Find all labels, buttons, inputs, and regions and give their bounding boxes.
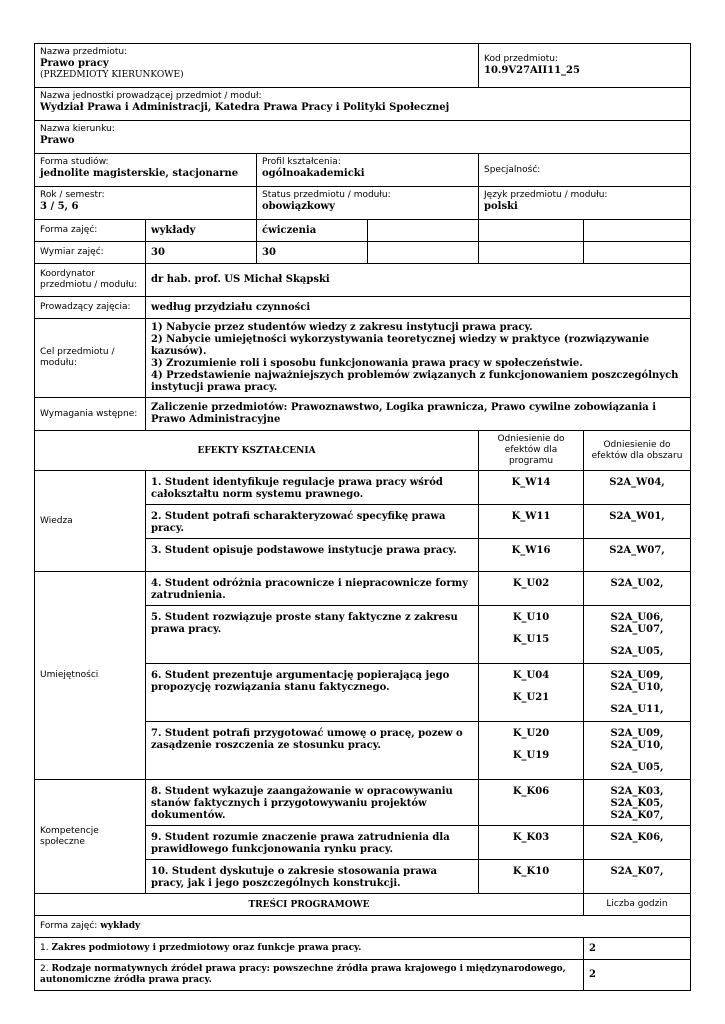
outcome-area-cell (584, 606, 691, 664)
outcome-area: S2A_K06, (584, 826, 691, 860)
study-form-cell (35, 154, 257, 187)
subject-name: Prawo pracy (40, 58, 109, 69)
program-item (35, 938, 584, 960)
class-form-empty-3 (584, 220, 691, 242)
outcome-program: K_U10 (512, 612, 550, 623)
outcomes-col-program: Odniesienie do efektów dla programu (479, 431, 584, 471)
subject-code-cell (479, 44, 691, 88)
outcome-text: 5. Student rozwiązuje proste stany faktyczne z zakresu prawa pracy. (146, 606, 479, 664)
group-name-knowledge: Wiedza (35, 471, 146, 572)
outcome-area: S2A_W07, (584, 539, 691, 572)
class-form-lecture: wykłady (146, 220, 257, 242)
specialty-label: Specjalność: (484, 164, 541, 175)
outcome-text: 3. Student opisuje podstawowe instytucje prawa pracy. (146, 539, 479, 572)
class-form-empty-1 (368, 220, 479, 242)
outcome-text: 4. Student odróżnia pracownicze i niepracownicze formy zatrudnienia. (146, 572, 479, 606)
syllabus-sheet (34, 43, 690, 991)
outcome-program: K_U15 (512, 634, 550, 645)
field-cell (35, 121, 691, 154)
outcome-program: K_W16 (479, 539, 584, 572)
outcome-area: S2A_W01, (584, 505, 691, 539)
unit-cell (35, 88, 691, 121)
outcome-area: S2A_K03, (610, 786, 664, 797)
outcome-area: S2A_K07, (584, 860, 691, 894)
goals-cell (146, 319, 691, 398)
outcome-program: K_U20 (512, 728, 550, 739)
outcomes-col-area: Odniesienie do efektów dla obszaru (584, 431, 691, 471)
outcome-program-cell (479, 722, 584, 780)
program-item-hours: 2 (584, 938, 691, 960)
status: obowiązkowy (262, 201, 335, 212)
outcome-area-cell (584, 722, 691, 780)
outcome-area: S2A_U09, (610, 670, 664, 681)
outcomes-table (34, 430, 691, 894)
subject-name-cell (35, 44, 479, 88)
program-item-num: 1. (40, 943, 49, 953)
outcome-area: S2A_U09, (610, 728, 664, 739)
program-form-label: Forma zajęć: (40, 921, 98, 931)
outcome-text: 10. Student dyskutuje o zakresie stosowania prawa pracy, jak i jego poszczególnych konstrukcji. (146, 860, 479, 894)
outcome-area-cell (584, 780, 691, 826)
teacher-label: Prowadzący zajęcia: (35, 297, 146, 319)
subject-name-label: Nazwa przedmiotu: (40, 47, 128, 57)
outcome-text: 1. Student identyfikuje regulacje prawa pracy wśród całokształtu norm systemu prawnego. (146, 471, 479, 505)
outcome-area: S2A_U02, (584, 572, 691, 606)
hours-lecture: 30 (146, 242, 257, 264)
subject-code-label: Kod przedmiotu: (484, 54, 558, 64)
teacher: według przydziału czynności (146, 297, 691, 319)
outcome-area: S2A_K07, (610, 810, 664, 821)
requirements: Zaliczenie przedmiotów: Prawoznawstwo, Logika prawnicza, Prawo cywilne zobowiązania i Prawo Administracyjne (146, 398, 691, 431)
goal-item: 1) Nabycie przez studentów wiedzy z zakresu instytucji prawa pracy. (151, 322, 533, 333)
field-label: Nazwa kierunku: (40, 124, 115, 134)
profile-label: Profil kształcenia: (262, 157, 341, 167)
outcome-program: K_U19 (512, 750, 550, 761)
outcome-text: 8. Student wykazuje zaangażowanie w opracowywaniu stanów faktycznych i przygotowywaniu projektów dokumentów. (146, 780, 479, 826)
goal-item: 3) Zrozumienie roli i sposobu funkcjonowania prawa pracy w społeczeństwie. (151, 358, 583, 369)
coordinator-label: Koordynator przedmiotu / modułu: (35, 264, 146, 297)
outcome-program-cell (479, 606, 584, 664)
goal-item: 4) Przedstawienie najważniejszych problemów związanych z funkcjonowaniem poszczególnych instytucji prawa pracy. (151, 370, 679, 393)
requirements-label: Wymagania wstępne: (35, 398, 146, 431)
unit-name: Wydział Prawa i Administracji, Katedra Prawa Pracy i Polityki Społecznej (40, 102, 450, 113)
outcome-program-cell (479, 664, 584, 722)
outcome-area: S2A_U11, (610, 704, 664, 715)
outcome-text: 2. Student potrafi scharakteryzować specyfikę prawa pracy. (146, 505, 479, 539)
outcome-area: S2A_U10, (610, 682, 664, 693)
profile-cell (257, 154, 479, 187)
unit-label: Nazwa jednostki prowadzącej przedmiot / moduł: (40, 91, 262, 101)
subject-group: (PRZEDMIOTY KIERUNKOWE) (40, 70, 184, 80)
program-table (34, 893, 691, 991)
year-semester: 3 / 5, 6 (40, 201, 79, 212)
hours-empty-1 (368, 242, 479, 264)
program-item-text: Zakres podmiotowy i przedmiotowy oraz funkcje prawa pracy. (51, 943, 362, 953)
outcome-area-cell (584, 664, 691, 722)
outcome-program: K_K06 (479, 780, 584, 826)
status-label: Status przedmiotu / modułu: (262, 190, 391, 200)
profile: ogólnoakademicki (262, 168, 365, 179)
outcome-program: K_U02 (479, 572, 584, 606)
program-form-cell (35, 916, 691, 938)
outcome-program: K_W14 (479, 471, 584, 505)
class-form-exercises: ćwiczenia (257, 220, 368, 242)
specialty-cell (479, 154, 691, 187)
program-form-value: wykłady (100, 921, 141, 931)
field-name: Prawo (40, 135, 75, 146)
language-label: Język przedmiotu / modułu: (484, 190, 608, 200)
outcome-program: K_K10 (479, 860, 584, 894)
outcome-area: S2A_K05, (610, 798, 664, 809)
hours-empty-2 (479, 242, 584, 264)
status-cell (257, 187, 479, 220)
outcome-area: S2A_W04, (584, 471, 691, 505)
language-cell (479, 187, 691, 220)
group-name-skills: Umiejętności (35, 572, 146, 780)
group-name-social: Kompetencje społeczne (35, 780, 146, 894)
program-item-num: 2. (40, 964, 49, 974)
outcome-text: 7. Student potrafi przygotować umowę o pracę, pozew o zasądzenie roszczenia ze stosunku pracy. (146, 722, 479, 780)
program-item (35, 960, 584, 991)
outcome-area: S2A_U05, (610, 646, 664, 657)
class-form-empty-2 (479, 220, 584, 242)
hours-exercises: 30 (257, 242, 368, 264)
year-cell (35, 187, 257, 220)
goal-item: 2) Nabycie umiejętności wykorzystywania teoretycznej wiedzy w praktyce (rozwiązywanie kazusów). (151, 334, 650, 357)
outcome-program: K_U21 (512, 692, 550, 703)
outcome-text: 6. Student prezentuje argumentację popierającą jego propozycję rozwiązania stanu faktycznego. (146, 664, 479, 722)
language: polski (484, 201, 518, 212)
outcomes-title: EFEKTY KSZTAŁCENIA (35, 431, 479, 471)
outcome-text: 9. Student rozumie znaczenie prawa zatrudnienia dla prawidłowego funkcjonowania rynku pracy. (146, 826, 479, 860)
class-form-label: Forma zajęć: (35, 220, 146, 242)
coordinator: dr hab. prof. US Michał Skąpski (146, 264, 691, 297)
outcome-program: K_U04 (512, 670, 550, 681)
outcome-program: K_K03 (479, 826, 584, 860)
header-table (34, 43, 691, 431)
outcome-area: S2A_U10, (610, 740, 664, 751)
program-item-hours: 2 (584, 960, 691, 991)
year-label: Rok / semestr: (40, 190, 105, 200)
goal-label: Cel przedmiotu / modułu: (35, 319, 146, 398)
outcome-area: S2A_U07, (610, 624, 664, 635)
hours-empty-3 (584, 242, 691, 264)
subject-code: 10.9V27AII11_25 (484, 65, 580, 76)
outcome-program: K_W11 (479, 505, 584, 539)
outcome-area: S2A_U06, (610, 612, 664, 623)
study-form: jednolite magisterskie, stacjonarne (40, 168, 239, 179)
hours-label: Wymiar zajęć: (35, 242, 146, 264)
study-form-label: Forma studiów: (40, 157, 109, 167)
program-title: TREŚCI PROGRAMOWE (35, 894, 584, 916)
program-item-text: Rodzaje normatywnych źródeł prawa pracy: powszechne źródła prawa krajowego i międzynarodowego, autonomiczne źródła prawa pracy. (40, 964, 566, 985)
program-hours-col: Liczba godzin (584, 894, 691, 916)
outcome-area: S2A_U05, (610, 762, 664, 773)
